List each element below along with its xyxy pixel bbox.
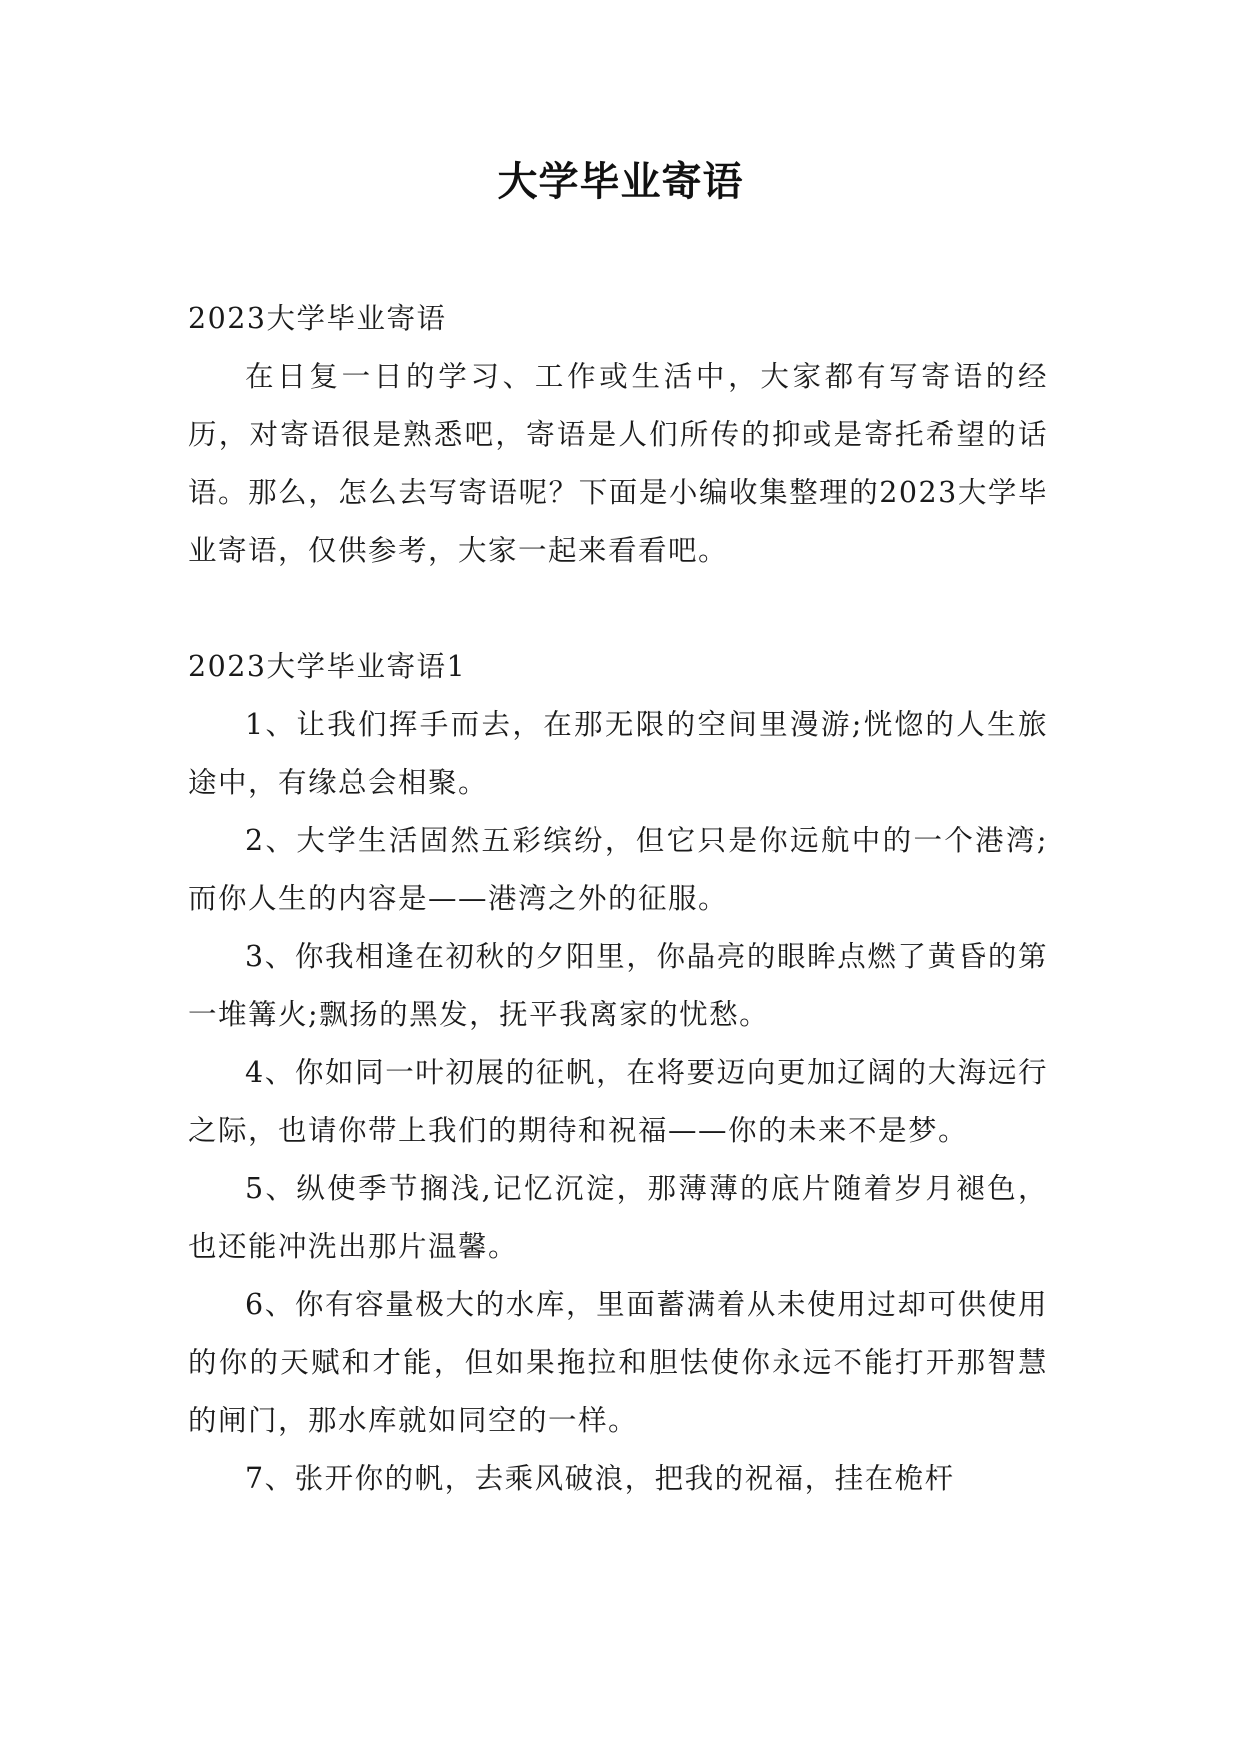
intro-paragraph: 在日复一日的学习、工作或生活中，大家都有写寄语的经历，对寄语很是熟悉吧，寄语是人们所传的抑或是寄托希望的话语。那么，怎么去写寄语呢？下面是小编收集整理的2023大学毕业寄语，仅供参考，大家一起来看看吧。 xyxy=(188,360,1048,567)
list-item: 1、让我们挥手而去，在那无限的空间里漫游;恍惚的人生旅途中，有缘总会相聚。 xyxy=(188,708,1048,799)
section-1-heading: 2023大学毕业寄语1 xyxy=(188,650,467,683)
list-item: 5、纵使季节搁浅,记忆沉淀，那薄薄的底片随着岁月褪色，也还能冲洗出那片温馨。 xyxy=(188,1172,1048,1263)
section-spacer xyxy=(188,580,1048,638)
list-item: 4、你如同一叶初展的征帆，在将要迈向更加辽阔的大海远行之际，也请你带上我们的期待和祝福——你的未来不是梦。 xyxy=(188,1056,1048,1147)
list-item: 7、张开你的帆，去乘风破浪，把我的祝福，挂在桅杆 xyxy=(245,1462,955,1495)
list-item: 2、大学生活固然五彩缤纷，但它只是你远航中的一个港湾;而你人生的内容是——港湾之外的征服。 xyxy=(188,824,1048,915)
list-item: 3、你我相逢在初秋的夕阳里，你晶亮的眼眸点燃了黄昏的第一堆篝火;飘扬的黑发，抚平我离家的忧愁。 xyxy=(188,940,1048,1031)
intro-heading: 2023大学毕业寄语 xyxy=(188,302,447,335)
document-title: 大学毕业寄语 xyxy=(497,159,744,205)
document-body xyxy=(188,290,1048,1508)
list-item: 6、你有容量极大的水库，里面蓄满着从未使用过却可供使用的你的天赋和才能，但如果拖拉和胆怯使你永远不能打开那智慧的闸门，那水库就如同空的一样。 xyxy=(188,1288,1048,1437)
